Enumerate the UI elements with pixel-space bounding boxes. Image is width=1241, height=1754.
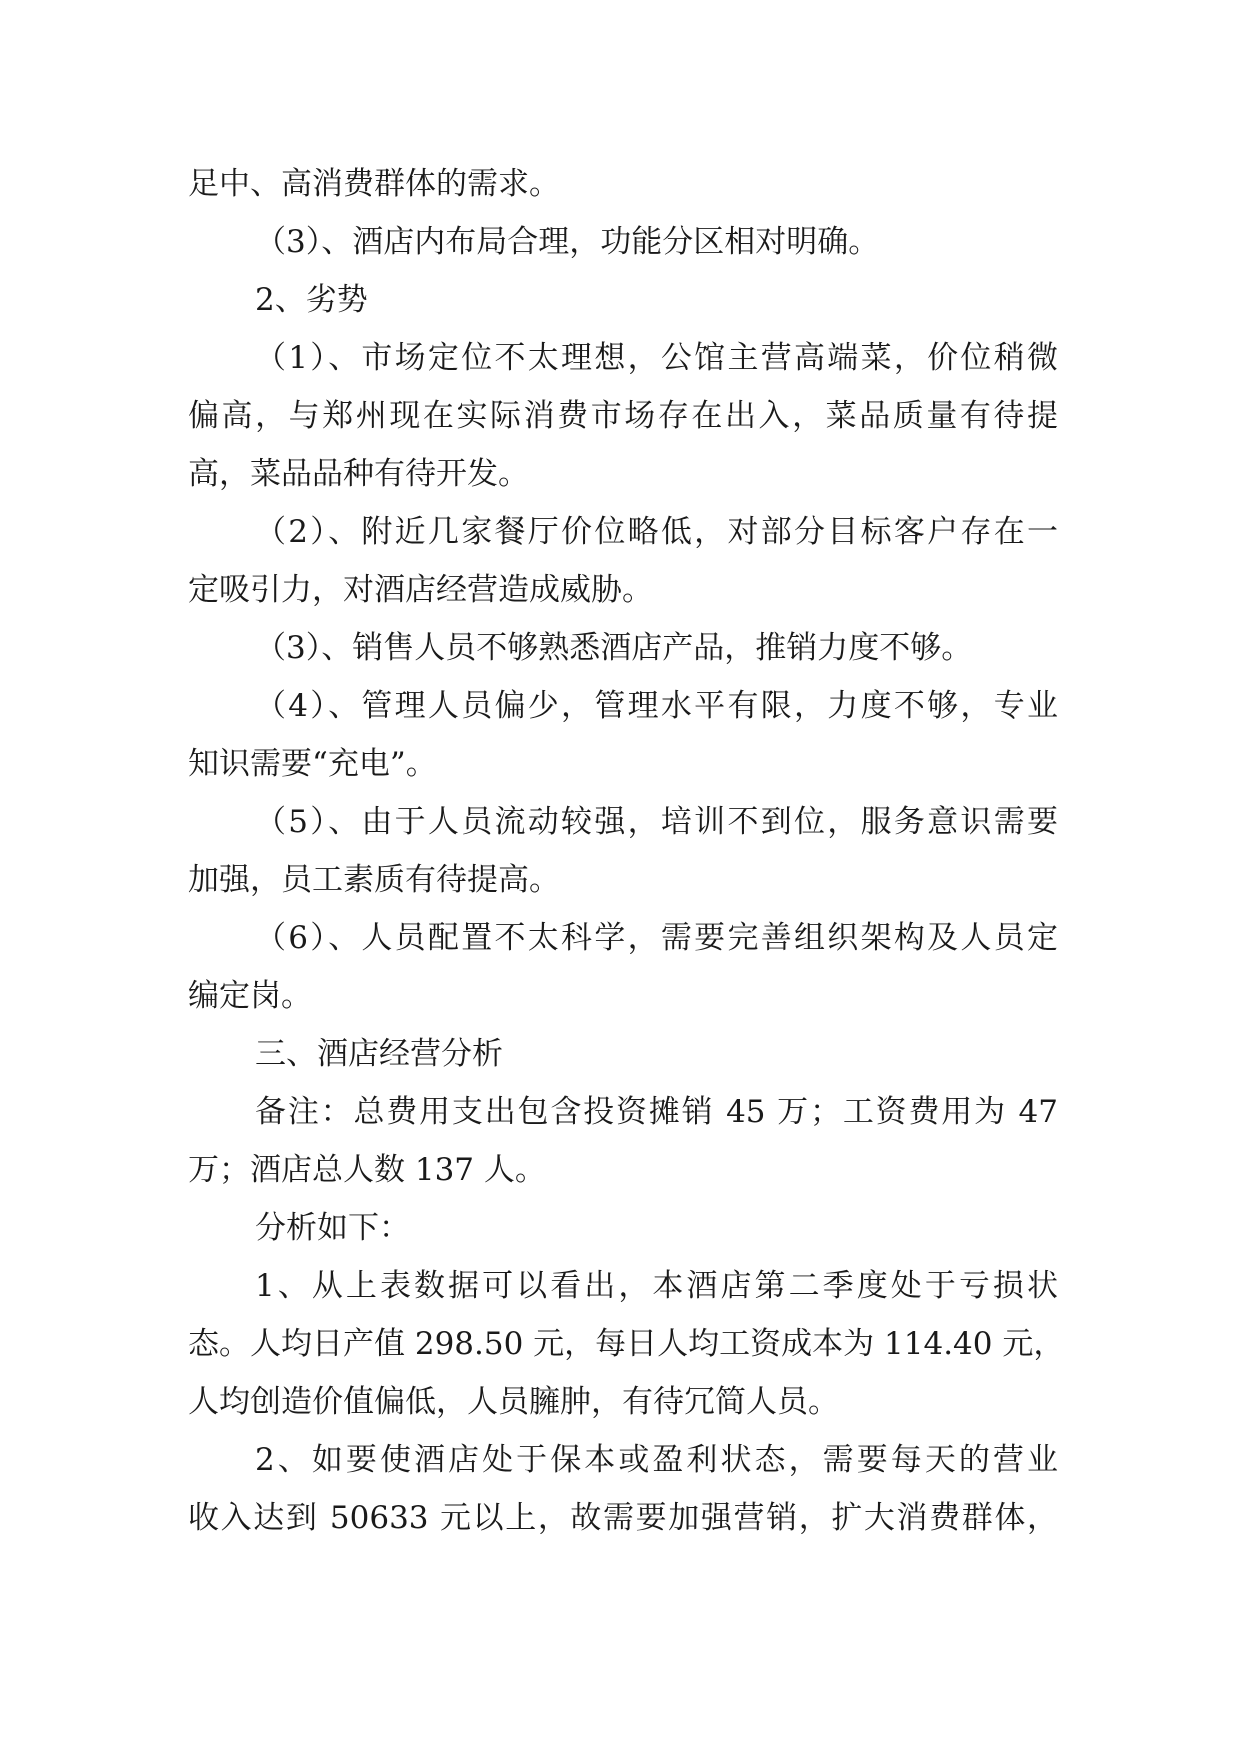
- text-line: 足中、高消费群体的需求。: [188, 166, 560, 202]
- text-line: （6）、人员配置不太科学，需要完善组织架构及人员定: [255, 920, 1058, 956]
- text-line: 分析如下：: [255, 1210, 410, 1246]
- text-line: 定吸引力，对酒店经营造成威胁。: [188, 572, 653, 608]
- text-line: 2、如要使酒店处于保本或盈利状态，需要每天的营业: [255, 1442, 1058, 1478]
- text-line: （2）、附近几家餐厅价位略低，对部分目标客户存在一: [255, 514, 1058, 550]
- text-line: （4）、管理人员偏少，管理水平有限，力度不够，专业: [255, 688, 1058, 724]
- text-line: 高，菜品品种有待开发。: [188, 456, 529, 492]
- section-heading: 2、劣势: [255, 282, 368, 318]
- text-line: 收入达到 50633 元以上，故需要加强营销，扩大消费群体，: [188, 1500, 1058, 1536]
- text-line: 编定岗。: [188, 978, 312, 1014]
- text-line: （3）、销售人员不够熟悉酒店产品，推销力度不够。: [255, 630, 973, 666]
- text-line: 1、从上表数据可以看出，本酒店第二季度处于亏损状: [255, 1268, 1058, 1304]
- text-line: （3）、酒店内布局合理，功能分区相对明确。: [255, 224, 880, 260]
- text-line: 加强，员工素质有待提高。: [188, 862, 560, 898]
- text-line: 偏高，与郑州现在实际消费市场存在出入，菜品质量有待提: [188, 398, 1058, 434]
- section-heading: 三、酒店经营分析: [255, 1036, 503, 1072]
- text-line: 态。人均日产值 298.50 元，每日人均工资成本为 114.40 元，: [188, 1326, 1065, 1362]
- text-line: 万；酒店总人数 137 人。: [188, 1152, 546, 1188]
- text-line: （5）、由于人员流动较强，培训不到位，服务意识需要: [255, 804, 1058, 840]
- text-line: 知识需要“充电”。: [188, 746, 437, 782]
- text-line: （1）、市场定位不太理想，公馆主营高端菜，价位稍微: [255, 340, 1058, 376]
- text-line: 人均创造价值偏低，人员臃肿，有待冗简人员。: [188, 1384, 839, 1420]
- text-line: 备注：总费用支出包含投资摊销 45 万；工资费用为 47: [255, 1094, 1058, 1130]
